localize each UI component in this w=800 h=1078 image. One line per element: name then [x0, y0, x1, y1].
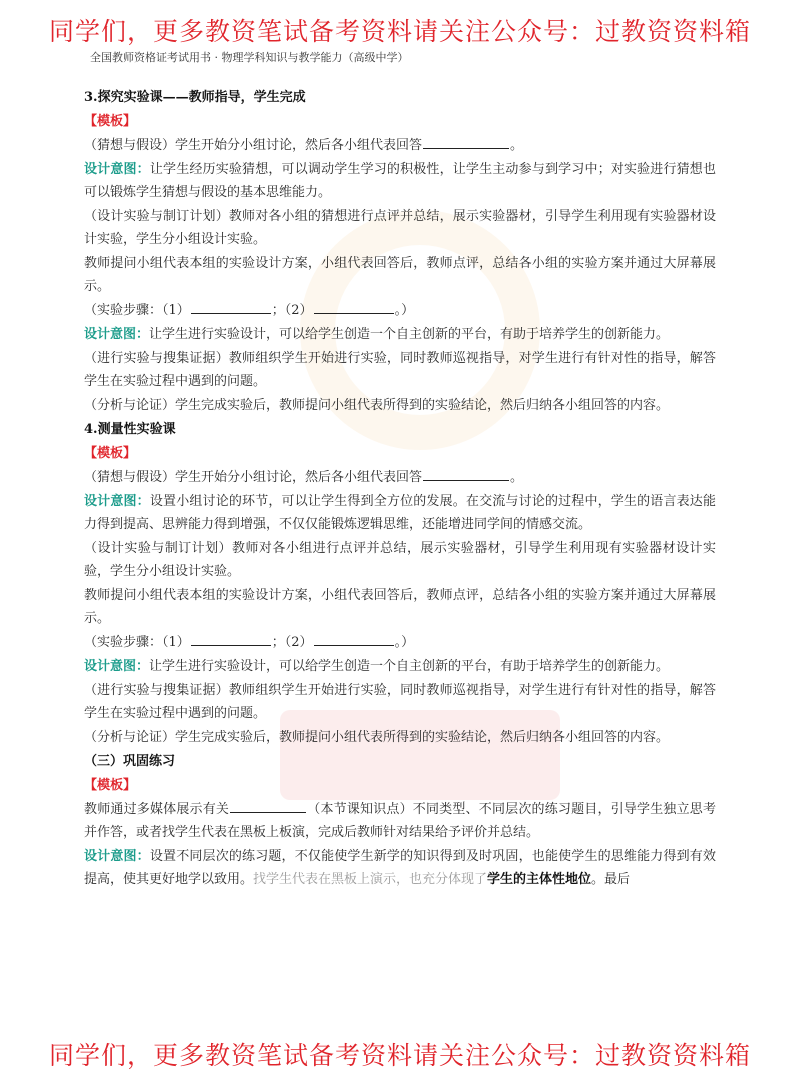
- experiment-steps: （实验步骤：（1） ；（2） 。）: [84, 299, 716, 322]
- paragraph: （分析与论证）学生完成实验后，教师提问小组代表所得到的实验结论，然后归纳各小组回答的内容。: [84, 398, 670, 413]
- paragraph: （进行实验与搜集证据）教师组织学生开始进行实验，同时教师巡视指导，对学生进行有针对性的指导，解答学生在实验过程中遇到的问题。: [84, 683, 716, 721]
- paragraph: （设计实验与制订计划）教师对各小组的猜想进行点评并总结，展示实验器材，引导学生利用现有实验器材设计实验，学生分小组设计实验。: [84, 209, 716, 247]
- design-intent: 设计意图：让学生进行实验设计，可以给学生创造一个自主创新的平台，有助于培养学生的创新能力。: [84, 327, 670, 342]
- template-label: 【模板】: [84, 778, 137, 793]
- design-intent: 设计意图：让学生进行实验设计，可以给学生创造一个自主创新的平台，有助于培养学生的创新能力。: [84, 659, 670, 674]
- answer-blank: [423, 134, 509, 149]
- paragraph: （猜想与假设）学生开始分小组讨论，然后各小组代表回答 。: [84, 134, 716, 157]
- answer-blank: [230, 798, 306, 813]
- experiment-steps: （实验步骤：（1） ；（2） 。）: [84, 631, 716, 654]
- paragraph: 教师通过多媒体展示有关 （本节课知识点）不同类型、不同层次的练习题目，引导学生独立思考并作答，或者找学生代表在黑板上板演，完成后教师针对结果给予评价并总结。: [84, 798, 716, 844]
- paragraph: （分析与论证）学生完成实验后，教师提问小组代表所得到的实验结论，然后归纳各小组回答的内容。: [84, 730, 670, 745]
- template-label: 【模板】: [84, 446, 137, 461]
- design-intent: 设计意图：让学生经历实验猜想，可以调动学生学习的积极性，让学生主动参与到学习中；对实验进行猜想也可以锻炼学生猜想与假设的基本思维能力。: [84, 162, 716, 200]
- paragraph: （设计实验与制订计划）教师对各小组进行点评并总结，展示实验器材，引导学生利用现有实验器材设计实验，学生分小组设计实验。: [84, 541, 716, 579]
- section-heading: 4.测量性实验课: [84, 422, 176, 437]
- answer-blank: [314, 631, 394, 646]
- document-body: [84, 86, 716, 892]
- section-heading: （三）巩固练习: [84, 754, 176, 769]
- answer-blank: [191, 631, 271, 646]
- answer-blank: [314, 299, 394, 314]
- paragraph: （进行实验与搜集证据）教师组织学生开始进行实验，同时教师巡视指导，对学生进行有针对性的指导，解答学生在实验过程中遇到的问题。: [84, 351, 716, 389]
- top-banner: 同学们，更多教资笔试备考资料请关注公众号：过教资资料箱: [48, 17, 751, 46]
- paragraph: 教师提问小组代表本组的实验设计方案，小组代表回答后，教师点评，总结各小组的实验方案并通过大屏幕展示。: [84, 588, 716, 626]
- template-label: 【模板】: [84, 114, 137, 129]
- design-intent: 设计意图：设置不同层次的练习题，不仅能使学生新学的知识得到及时巩固，也能使学生的思维能力得到有效提高，使其更好地学以致用。找学生代表在黑板上演示，也充分体现了学生的主体性地位。最后: [84, 849, 716, 887]
- bottom-banner: 同学们，更多教资笔试备考资料请关注公众号：过教资资料箱: [48, 1041, 751, 1070]
- answer-blank: [191, 299, 271, 314]
- section-heading: 3.探究实验课——教师指导，学生完成: [84, 90, 306, 105]
- book-subheader: 全国教师资格证考试用书 · 物理学科知识与教学能力（高级中学）: [90, 51, 409, 64]
- paragraph: 教师提问小组代表本组的实验设计方案，小组代表回答后，教师点评，总结各小组的实验方案并通过大屏幕展示。: [84, 256, 716, 294]
- paragraph: （猜想与假设）学生开始分小组讨论，然后各小组代表回答 。: [84, 466, 716, 489]
- design-intent: 设计意图：设置小组讨论的环节，可以让学生得到全方位的发展。在交流与讨论的过程中，学生的语言表达能力得到提高、思辨能力得到增强，不仅仅能锻炼逻辑思维，还能增进同学间的情感交流。: [84, 494, 716, 532]
- answer-blank: [423, 466, 509, 481]
